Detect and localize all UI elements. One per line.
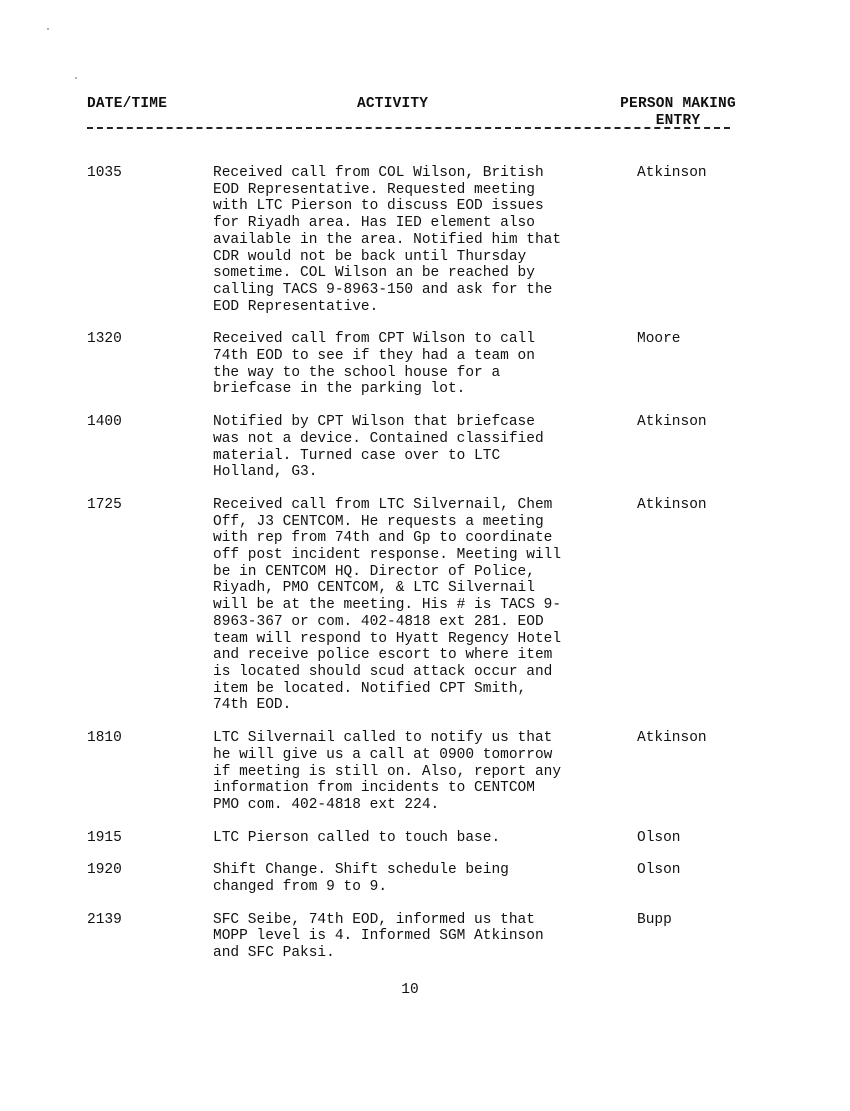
- entry-time: 1035: [87, 165, 122, 181]
- entry-time: 1810: [87, 730, 122, 747]
- person-header-line-2: ENTRY: [655, 112, 701, 129]
- dashed-divider: [87, 127, 730, 129]
- entry-person: Atkinson: [637, 165, 707, 181]
- person-making-entry-column-header: [608, 96, 748, 129]
- entry-person: Moore: [637, 331, 681, 348]
- scan-speck: [75, 77, 77, 79]
- log-entry: [0, 830, 850, 847]
- entry-person: Bupp: [637, 911, 672, 928]
- entry-person: Atkinson: [637, 730, 707, 747]
- entry-activity: Notified by CPT Wilson that briefcase was not a device. Contained classified material. Turned case over to LTC Holland, G3.: [213, 414, 544, 481]
- log-entry: [0, 912, 850, 962]
- person-header-line-1: PERSON MAKING: [620, 96, 736, 112]
- log-entry: [0, 862, 850, 895]
- entry-time: 1915: [87, 829, 122, 846]
- entry-person: Olson: [637, 829, 681, 846]
- entry-time: 1400: [87, 414, 122, 431]
- log-entry: [0, 331, 850, 398]
- entry-person: Atkinson: [637, 496, 707, 513]
- entry-time: 1320: [87, 331, 122, 348]
- entry-person: Atkinson: [637, 414, 707, 431]
- page-number: 10: [401, 982, 419, 998]
- entry-activity: SFC Seibe, 74th EOD, informed us that MOPP level is 4. Informed SGM Atkinson and SFC Paksi.: [213, 911, 544, 962]
- activity-column-header: ACTIVITY: [357, 96, 429, 112]
- log-entry: [0, 730, 850, 814]
- log-entries: [0, 165, 850, 978]
- entry-activity: Received call from CPT Wilson to call 74th EOD to see if they had a team on the way to the school house for a briefcase in the parking lot.: [213, 331, 535, 398]
- entry-person: Olson: [637, 862, 681, 879]
- entry-activity: LTC Pierson called to touch base.: [213, 829, 501, 846]
- entry-time: 1725: [87, 496, 122, 513]
- date-time-column-header: DATE/TIME: [87, 96, 168, 112]
- entry-time: 2139: [87, 911, 122, 928]
- entry-activity: Received call from COL Wilson, British EOD Representative. Requested meeting with LTC Pierson to discuss EOD issues for Riyadh area. Has IED element also available in the area. Notified him that CDR would not be back until Thursday sometime. COL Wilson an be reached by calling TACS 9-8963-150 and ask for the EOD Representative.: [213, 165, 562, 315]
- log-entry: [0, 497, 850, 714]
- entry-activity: Received call from LTC Silvernail, Chem Off, J3 CENTCOM. He requests a meeting with rep from 74th and Gp to coordinate off post incident response. Meeting will be in CENTCOM HQ. Director of Police, Riyadh, PMO CENTCOM, & LTC Silvernail will be at the meeting. His # is TACS 9- 8963-367 or com. 402-4818 ext 281. EOD team will respond to Hyatt Regency Hotel and receive police escort to where item is located should scud attack occur and item be located. Notified CPT Smith, 74th EOD.: [213, 496, 562, 714]
- entry-activity: LTC Silvernail called to notify us that he will give us a call at 0900 tomorrow if meeting is still on. Also, report any information from incidents to CENTCOM PMO com. 402-4818 ext 224.: [213, 730, 562, 813]
- log-header: [0, 96, 850, 136]
- log-entry: [0, 414, 850, 481]
- log-entry: [0, 165, 850, 315]
- entry-time: 1920: [87, 862, 122, 879]
- entry-activity: Shift Change. Shift schedule being changed from 9 to 9.: [213, 862, 509, 896]
- scan-speck: [47, 28, 49, 30]
